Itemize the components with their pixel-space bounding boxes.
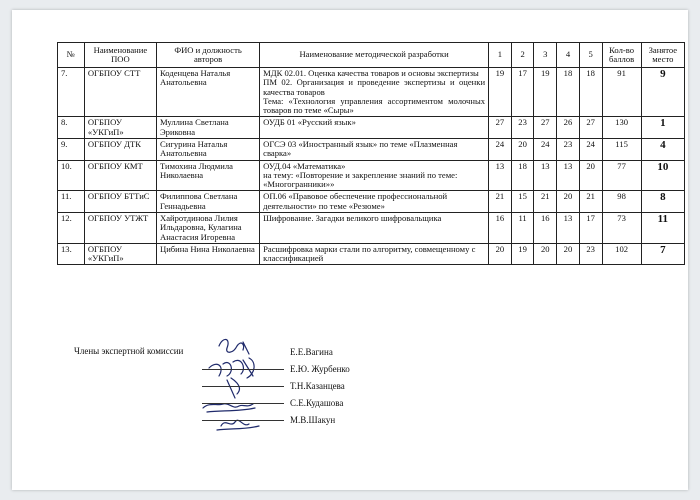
place: 7 (641, 243, 684, 265)
header-author: ФИО и должность авторов (157, 43, 260, 68)
header-judge-1: 1 (489, 43, 512, 68)
row-work (260, 191, 489, 213)
score-2: 15 (511, 191, 534, 213)
row-num: 10. (58, 160, 85, 191)
header-judge-5: 5 (579, 43, 602, 68)
score-4: 13 (557, 212, 580, 243)
score-1: 24 (489, 138, 512, 160)
score-5: 17 (579, 212, 602, 243)
signatures-image (197, 332, 287, 442)
score-5: 24 (579, 138, 602, 160)
place: 4 (641, 138, 684, 160)
row-org: ОГБПОУ БТТиС (84, 191, 156, 213)
score-total: 73 (602, 212, 641, 243)
row-author: Муллина Светлана Эриковна (157, 117, 260, 139)
score-5: 18 (579, 68, 602, 117)
row-num: 9. (58, 138, 85, 160)
score-4: 26 (557, 117, 580, 139)
work-line: Расшифровка марки стали по алгоритму, совмещенному с классификацией (263, 243, 476, 264)
work-line: ОУД.04 «Математика» (263, 160, 346, 171)
score-total: 130 (602, 117, 641, 139)
row-org: ОГБПОУ «УКГиП» (84, 117, 156, 139)
header-place: Занятое место (641, 43, 684, 68)
member-name: Е.Е.Вагина (290, 347, 333, 357)
row-num: 8. (58, 117, 85, 139)
place: 11 (641, 212, 684, 243)
score-total: 115 (602, 138, 641, 160)
signature-line (202, 369, 284, 370)
work-line: ПМ 02. Организация и проведение экспертизы и оценки качества товаров (263, 77, 486, 97)
score-2: 23 (511, 117, 534, 139)
row-author: Сигурина Наталья Анатольевна (157, 138, 260, 160)
table-row (58, 117, 685, 139)
score-4: 13 (557, 160, 580, 191)
row-num: 7. (58, 68, 85, 117)
header-num: № (58, 43, 85, 68)
row-author: Хайротдинова Лилия Ильдаровна, Кулагина Анастасия Игоревна (157, 212, 260, 243)
table-row (58, 212, 685, 243)
score-3: 21 (534, 191, 557, 213)
row-org: ОГБПОУ «УКГиП» (84, 243, 156, 265)
row-work (260, 138, 489, 160)
work-line: Шифрование. Загадки великого шифровальщика (263, 212, 442, 223)
score-total: 102 (602, 243, 641, 265)
row-author: Коденцева Наталья Анатольевна (157, 68, 260, 117)
score-3: 19 (534, 68, 557, 117)
row-work (260, 212, 489, 243)
row-author: Цибина Нина Николаевна (157, 243, 260, 265)
signature-line (202, 420, 284, 421)
score-total: 98 (602, 191, 641, 213)
work-line: «Многогранники»» (263, 179, 335, 190)
score-1: 21 (489, 191, 512, 213)
commission-label: Члены экспертной комиссии (74, 346, 184, 356)
score-1: 27 (489, 117, 512, 139)
row-work (260, 243, 489, 265)
score-1: 16 (489, 212, 512, 243)
score-4: 23 (557, 138, 580, 160)
score-3: 24 (534, 138, 557, 160)
score-2: 20 (511, 138, 534, 160)
score-2: 11 (511, 212, 534, 243)
score-total: 91 (602, 68, 641, 117)
member-name: М.В.Шакун (290, 415, 336, 425)
member-name: Е.Ю. Журбенко (290, 364, 350, 374)
score-3: 27 (534, 117, 557, 139)
score-3: 13 (534, 160, 557, 191)
place: 8 (641, 191, 684, 213)
header-judge-4: 4 (557, 43, 580, 68)
member-name: Т.Н.Казанцева (290, 381, 345, 391)
signature-line (202, 386, 284, 387)
row-work (260, 117, 489, 139)
row-author: Тимохина Людмила Николаевна (157, 160, 260, 191)
row-author: Филиппова Светлана Геннадьевна (157, 191, 260, 213)
row-org: ОГБПОУ СТТ (84, 68, 156, 117)
score-5: 23 (579, 243, 602, 265)
score-4: 20 (557, 191, 580, 213)
header-judge-3: 3 (534, 43, 557, 68)
place: 1 (641, 117, 684, 139)
row-org: ОГБПОУ КМТ (84, 160, 156, 191)
score-2: 17 (511, 68, 534, 117)
header-work: Наименование методической разработки (260, 43, 489, 68)
score-total: 77 (602, 160, 641, 191)
work-line: ОГСЭ 03 «Иностранный язык» по теме «Плазменная сварка» (263, 138, 458, 159)
score-5: 21 (579, 191, 602, 213)
table-row (58, 68, 685, 117)
table-row (58, 243, 685, 265)
work-line: ОУДБ 01 «Русский язык» (263, 117, 356, 128)
score-5: 20 (579, 160, 602, 191)
work-line: Тема: «Технология управления ассортиментом молочных товаров по теме «Сыры» (263, 95, 486, 116)
score-1: 20 (489, 243, 512, 265)
score-4: 18 (557, 68, 580, 117)
member-name: С.Е.Кудашова (290, 398, 344, 408)
header-judge-2: 2 (511, 43, 534, 68)
table-row (58, 138, 685, 160)
score-3: 16 (534, 212, 557, 243)
results-table (57, 42, 685, 265)
row-org: ОГБПОУ УТЖТ (84, 212, 156, 243)
table-row (58, 160, 685, 191)
row-org: ОГБПОУ ДТК (84, 138, 156, 160)
table-row (58, 191, 685, 213)
row-num: 12. (58, 212, 85, 243)
work-line: МДК 02.01. Оценка качества товаров и основы экспертизы (263, 68, 479, 78)
header-org: Наименование ПОО (84, 43, 156, 68)
work-line: на тему: «Повторение и закрепление знаний по теме: (263, 169, 458, 180)
header-total: Кол-во баллов (602, 43, 641, 68)
score-1: 13 (489, 160, 512, 191)
signature-line (202, 403, 284, 404)
score-5: 27 (579, 117, 602, 139)
score-4: 20 (557, 243, 580, 265)
row-num: 13. (58, 243, 85, 265)
score-2: 19 (511, 243, 534, 265)
score-3: 20 (534, 243, 557, 265)
place: 10 (641, 160, 684, 191)
row-num: 11. (58, 191, 85, 213)
row-work (260, 160, 489, 191)
work-line: ОП.06 «Правовое обеспечение профессиональной деятельности» по теме «Резюме» (263, 191, 448, 211)
commission-members (290, 344, 350, 429)
document-page (12, 10, 688, 490)
score-1: 19 (489, 68, 512, 117)
place: 9 (641, 68, 684, 117)
table-header-row (58, 43, 685, 68)
row-work (260, 68, 489, 117)
score-2: 18 (511, 160, 534, 191)
